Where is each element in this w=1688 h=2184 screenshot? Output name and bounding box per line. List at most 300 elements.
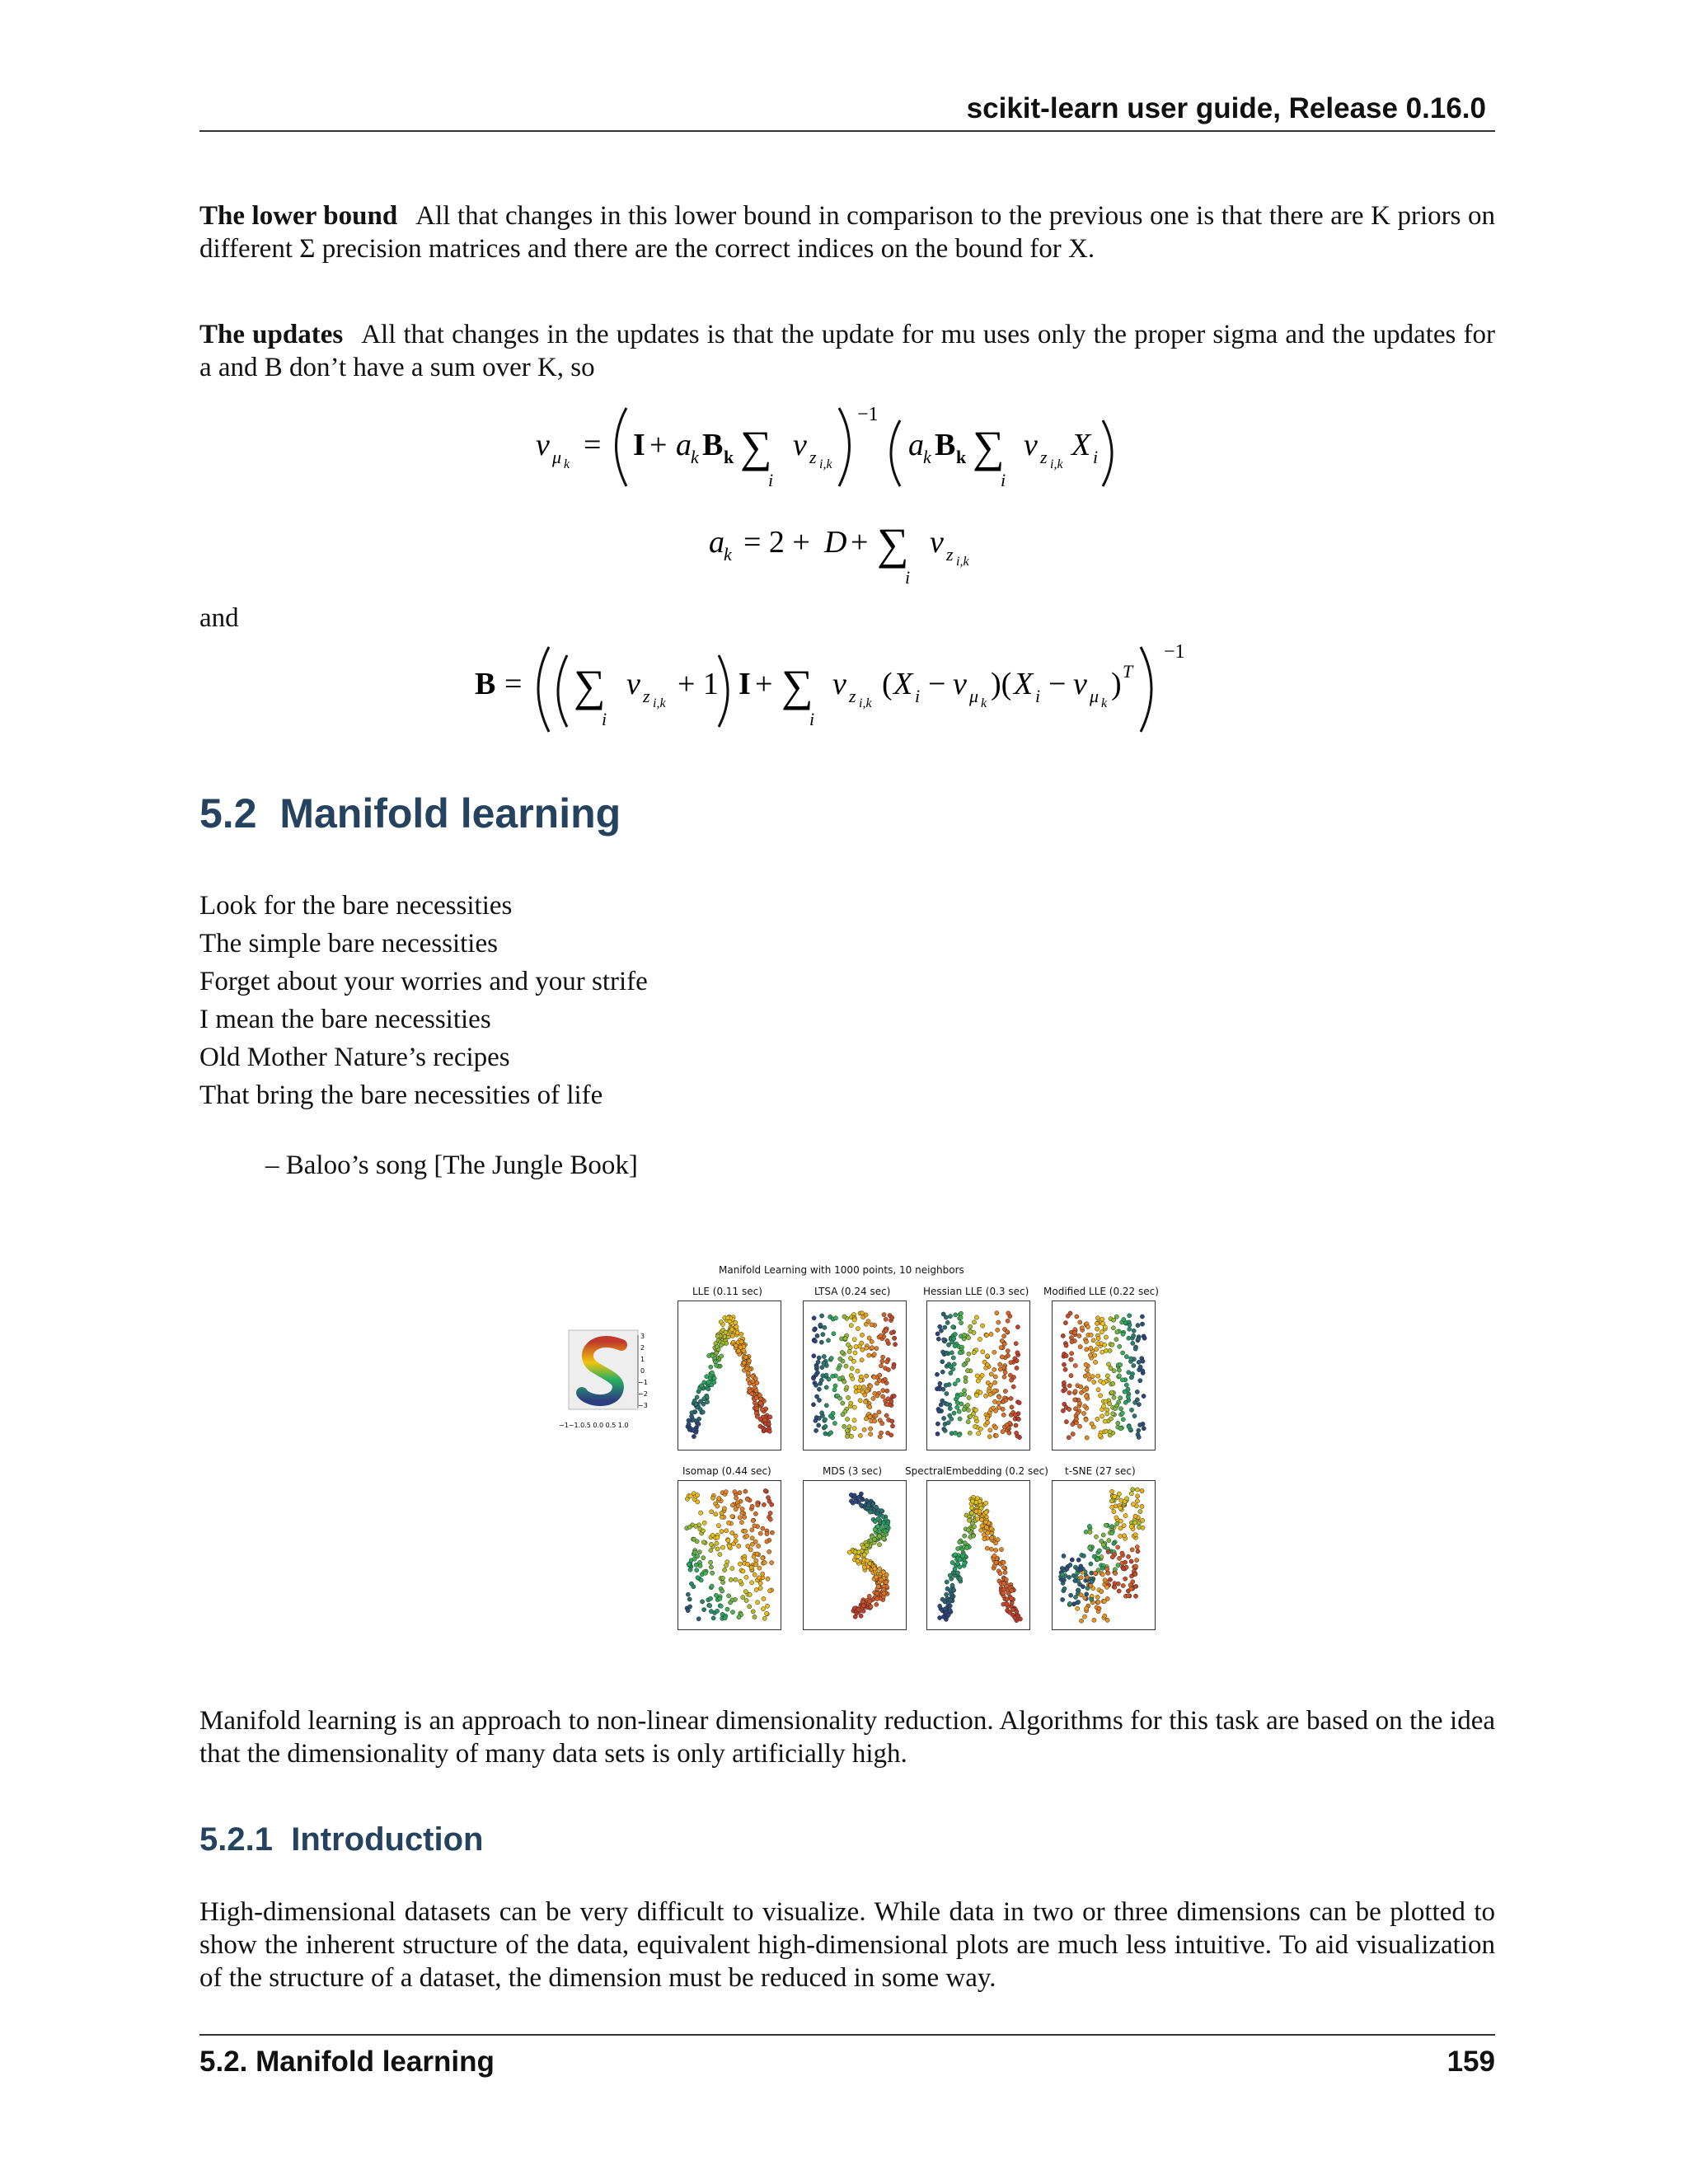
scatter-point	[816, 1360, 820, 1364]
scatter-point	[1095, 1558, 1099, 1562]
scatter-point	[726, 1539, 730, 1543]
scatter-point	[753, 1376, 757, 1380]
scatter-point	[811, 1376, 815, 1380]
z-tick: −2	[638, 1390, 648, 1398]
scatter-point	[962, 1333, 966, 1337]
scatter-point	[692, 1497, 696, 1502]
scatter-point	[753, 1511, 757, 1516]
scatter-point	[707, 1353, 711, 1357]
scatter-point	[882, 1330, 886, 1334]
scatter-point	[1132, 1329, 1136, 1333]
scatter-point	[1010, 1598, 1014, 1602]
scatter-point	[889, 1318, 893, 1322]
scatter-point	[996, 1557, 1000, 1561]
scatter-point	[953, 1344, 957, 1348]
scatter-point	[861, 1548, 865, 1552]
scatter-point	[868, 1541, 872, 1545]
scatter-point	[689, 1428, 693, 1432]
scatter-point	[712, 1356, 716, 1360]
scatter-point	[944, 1383, 948, 1387]
scatter-point	[874, 1578, 879, 1582]
scatter-point	[1084, 1418, 1088, 1422]
scatter-point	[1086, 1604, 1090, 1608]
scatter-point	[751, 1518, 755, 1522]
scatter-point	[870, 1561, 874, 1565]
scatter-point	[709, 1373, 713, 1377]
scatter-point	[989, 1547, 993, 1551]
svg-text:k: k	[956, 447, 967, 467]
scatter-point	[888, 1314, 892, 1318]
scatter-point	[739, 1613, 743, 1617]
scatter-point	[705, 1385, 709, 1390]
scatter-point	[982, 1518, 987, 1522]
scatter-point	[755, 1413, 759, 1417]
scatter-point	[1101, 1599, 1105, 1603]
scatter-point	[734, 1343, 738, 1347]
scatter-point	[1095, 1333, 1100, 1338]
scatter-point	[862, 1558, 866, 1562]
scatter-point	[692, 1550, 696, 1554]
scatter-point	[692, 1537, 696, 1541]
scatter-point	[884, 1526, 889, 1530]
scatter-point	[884, 1380, 889, 1385]
scatter-point	[985, 1546, 989, 1550]
scatter-point	[1085, 1436, 1089, 1440]
scatter-point	[947, 1362, 951, 1366]
scatter-point	[1062, 1554, 1066, 1558]
scatter-point	[715, 1547, 720, 1551]
scatter-point	[715, 1609, 720, 1613]
scatter-point	[832, 1332, 836, 1336]
scatter-point	[745, 1366, 749, 1371]
scatter-point	[1006, 1588, 1010, 1592]
scatter-point	[980, 1373, 984, 1377]
scatter-point	[1131, 1526, 1135, 1530]
scatter-point	[695, 1568, 699, 1572]
scatter-point	[701, 1402, 706, 1406]
scatter-point	[985, 1518, 989, 1522]
svg-text:ν: ν	[536, 428, 550, 462]
scatter-point	[754, 1408, 758, 1413]
scatter-point	[1015, 1366, 1019, 1370]
scatter-point	[828, 1315, 832, 1319]
scatter-point	[854, 1499, 858, 1503]
scatter-point	[765, 1604, 769, 1608]
scatter-point	[949, 1336, 953, 1340]
scatter-point	[1006, 1604, 1010, 1608]
scatter-point	[1060, 1566, 1064, 1570]
scatter-point	[880, 1359, 884, 1363]
scatter-point	[868, 1510, 872, 1514]
scatter-point	[940, 1360, 945, 1364]
scatter-point	[948, 1608, 952, 1612]
scatter-point	[959, 1579, 963, 1583]
scatter-point	[969, 1511, 973, 1515]
scatter-point	[869, 1499, 873, 1503]
scatter-point	[870, 1502, 874, 1506]
scatter-point	[814, 1383, 818, 1387]
scatter-point	[1105, 1596, 1109, 1601]
scatter-point	[992, 1554, 996, 1558]
scatter-point	[1000, 1355, 1004, 1359]
scatter-point	[743, 1355, 748, 1359]
scatter-point	[978, 1337, 982, 1341]
scatter-point	[885, 1526, 889, 1530]
scatter-point	[854, 1390, 858, 1394]
scatter-point	[854, 1606, 858, 1610]
scatter-point	[1141, 1422, 1145, 1426]
scatter-point	[767, 1538, 771, 1542]
scatter-point	[1090, 1594, 1094, 1598]
scatter-point	[764, 1422, 768, 1426]
scatter-point	[1099, 1431, 1103, 1435]
scatter-point	[957, 1433, 961, 1437]
scatter-point	[1094, 1572, 1098, 1576]
scatter-point	[863, 1568, 867, 1572]
scatter-point	[856, 1369, 860, 1373]
svg-text:i,k: i,k	[653, 696, 666, 710]
scatter-point	[1001, 1560, 1005, 1564]
scatter-point	[761, 1426, 765, 1430]
scatter-point	[731, 1315, 735, 1319]
scatter-point	[1089, 1346, 1093, 1350]
scatter-point	[1063, 1342, 1067, 1346]
scatter-point	[762, 1416, 767, 1420]
svg-text:k: k	[724, 447, 734, 467]
scatter-point	[738, 1491, 742, 1495]
scatter-point	[1088, 1545, 1092, 1549]
scatter-point	[1010, 1608, 1015, 1612]
scatter-point	[821, 1374, 825, 1378]
scatter-point	[972, 1320, 976, 1324]
scatter-point	[879, 1364, 883, 1368]
scatter-point	[694, 1494, 698, 1498]
lower-bound-paragraph	[199, 199, 1495, 265]
scatter-point	[844, 1387, 848, 1391]
scatter-point	[1100, 1330, 1104, 1334]
scatter-point	[754, 1563, 758, 1567]
scatter-point	[1100, 1566, 1104, 1570]
scatter-point	[1001, 1366, 1006, 1370]
scatter-point	[984, 1394, 988, 1398]
scatter-point	[873, 1591, 877, 1595]
scatter-point	[882, 1576, 886, 1580]
scatter-point	[940, 1399, 945, 1403]
scatter-point	[730, 1333, 734, 1338]
scatter-point	[1096, 1550, 1100, 1554]
scatter-point	[1067, 1390, 1071, 1394]
scatter-point	[1001, 1566, 1006, 1570]
scatter-point	[884, 1529, 888, 1533]
scatter-point	[739, 1349, 743, 1353]
scatter-point	[951, 1571, 955, 1575]
scatter-point	[1124, 1565, 1128, 1569]
scatter-point	[890, 1424, 894, 1428]
scatter-point	[995, 1389, 999, 1393]
scatter-point	[938, 1387, 942, 1391]
scatter-point	[883, 1377, 887, 1381]
scatter-point	[1141, 1369, 1145, 1373]
scatter-point	[886, 1520, 890, 1524]
scatter-point	[757, 1401, 762, 1405]
scatter-point	[1002, 1425, 1006, 1429]
scatter-point	[879, 1521, 883, 1525]
scatter-point	[1137, 1435, 1141, 1439]
scatter-point	[878, 1534, 882, 1538]
scatter-point	[884, 1530, 889, 1534]
scatter-point	[962, 1363, 966, 1367]
scatter-point	[1069, 1374, 1073, 1378]
scatter-point	[968, 1431, 972, 1435]
scatter-point	[1140, 1504, 1144, 1508]
svg-text:X: X	[1071, 428, 1091, 462]
scatter-point	[694, 1419, 698, 1423]
scatter-point	[959, 1321, 964, 1325]
scatter-point	[1123, 1499, 1127, 1503]
scatter-point	[868, 1561, 872, 1565]
scatter-point	[1093, 1571, 1097, 1575]
scatter-point	[851, 1609, 856, 1613]
svg-text:a: a	[908, 428, 924, 462]
scatter-point	[958, 1577, 962, 1581]
scatter-point	[869, 1427, 873, 1431]
svg-text:∑: ∑	[781, 661, 814, 710]
scatter-point	[960, 1547, 964, 1551]
scatter-point	[1003, 1580, 1007, 1584]
scatter-point	[762, 1415, 767, 1419]
scatter-point	[1073, 1333, 1077, 1337]
scatter-point	[715, 1345, 719, 1349]
scatter-point	[753, 1386, 757, 1390]
scatter-point	[868, 1559, 872, 1563]
scatter-point	[762, 1560, 767, 1564]
scatter-point	[743, 1529, 748, 1533]
scatter-point	[691, 1427, 695, 1432]
scatter-point	[1141, 1371, 1145, 1375]
scatter-point	[753, 1615, 757, 1619]
scatter-point	[731, 1340, 735, 1344]
scatter-point	[946, 1343, 950, 1347]
scatter-point	[1122, 1524, 1126, 1528]
scatter-point	[874, 1347, 879, 1351]
scatter-point	[1090, 1596, 1094, 1600]
scatter-point	[867, 1504, 871, 1508]
scatter-point	[1074, 1575, 1078, 1579]
scatter-point	[1129, 1574, 1133, 1578]
scatter-point	[876, 1594, 880, 1598]
scatter-point	[757, 1553, 761, 1557]
scatter-point	[875, 1511, 879, 1516]
svg-text:μ: μ	[552, 447, 562, 467]
scatter-point	[872, 1415, 876, 1419]
svg-text:i: i	[905, 567, 911, 588]
scatter-point	[1006, 1425, 1010, 1429]
scatter-point	[752, 1391, 756, 1395]
scatter-point	[870, 1541, 874, 1545]
scatter-point	[984, 1529, 988, 1533]
scatter-point	[870, 1535, 874, 1539]
scatter-point	[818, 1323, 823, 1327]
scatter-point	[996, 1538, 1000, 1542]
scatter-point	[1113, 1494, 1117, 1498]
scatter-point	[1116, 1421, 1120, 1425]
scatter-point	[879, 1520, 883, 1524]
scatter-point	[1067, 1575, 1071, 1579]
scatter-point	[823, 1418, 827, 1422]
z-tick: 2	[640, 1344, 645, 1352]
scatter-point	[871, 1564, 875, 1568]
scatter-point	[938, 1615, 942, 1619]
scatter-point	[845, 1434, 849, 1438]
scatter-point	[968, 1414, 973, 1418]
scatter-point	[1087, 1377, 1091, 1381]
scatter-point	[882, 1587, 886, 1591]
scatter-point	[1125, 1497, 1129, 1501]
scatter-point	[1117, 1400, 1121, 1404]
scatter-point	[885, 1528, 889, 1532]
scatter-point	[1104, 1429, 1109, 1433]
scatter-point	[1128, 1427, 1132, 1432]
scatter-point	[1115, 1518, 1119, 1522]
scatter-point	[873, 1538, 877, 1542]
scatter-point	[984, 1333, 988, 1337]
scatter-point	[952, 1588, 956, 1592]
scatter-point	[756, 1503, 760, 1507]
scatter-point	[1008, 1595, 1012, 1599]
scatter-point	[960, 1554, 964, 1558]
scatter-point	[724, 1490, 728, 1494]
scatter-point	[863, 1601, 867, 1605]
scatter-point	[1084, 1394, 1088, 1399]
scatter-point	[729, 1326, 734, 1330]
scatter-point	[947, 1382, 951, 1386]
scatter-point	[1121, 1567, 1125, 1571]
scatter-point	[710, 1353, 715, 1357]
scatter-point	[865, 1605, 869, 1610]
scatter-point	[982, 1537, 987, 1541]
scatter-point	[1116, 1364, 1120, 1368]
scatter-point	[718, 1340, 722, 1344]
scatter-point	[720, 1491, 724, 1495]
svg-text:)(: )(	[991, 667, 1012, 701]
scatter-point	[953, 1554, 957, 1558]
scatter-point	[887, 1403, 891, 1407]
scatter-point	[761, 1607, 765, 1611]
scatter-point	[871, 1353, 875, 1357]
scatter-point	[762, 1502, 766, 1507]
scatter-point	[1132, 1333, 1136, 1338]
scatter-point	[968, 1515, 972, 1519]
scatter-point	[943, 1325, 947, 1329]
scatter-point	[744, 1365, 748, 1369]
scatter-point	[1118, 1503, 1122, 1507]
scatter-point	[718, 1364, 722, 1368]
scatter-point	[1128, 1314, 1132, 1318]
scatter-point	[970, 1521, 974, 1526]
scatter-point	[950, 1351, 954, 1355]
scatter-point	[1092, 1618, 1096, 1622]
scatter-point	[694, 1428, 698, 1432]
scatter-point	[734, 1324, 738, 1329]
scatter-point	[884, 1402, 889, 1406]
scatter-point	[863, 1545, 867, 1549]
scatter-point	[849, 1315, 853, 1319]
scatter-point	[858, 1495, 862, 1499]
scatter-point	[986, 1531, 990, 1535]
scatter-point	[1073, 1363, 1077, 1367]
scatter-point	[1062, 1384, 1066, 1388]
scatter-point	[763, 1415, 767, 1419]
scatter-point	[935, 1332, 940, 1336]
scatter-point	[1003, 1356, 1007, 1360]
scatter-point	[884, 1580, 889, 1584]
scatter-point	[869, 1432, 873, 1436]
scatter-point	[1014, 1423, 1018, 1427]
scatter-point	[694, 1404, 698, 1408]
scatter-point	[997, 1579, 1001, 1583]
scatter-point	[1094, 1535, 1098, 1539]
scatter-point	[995, 1311, 999, 1315]
scatter-point	[1130, 1548, 1134, 1552]
scatter-point	[856, 1495, 860, 1499]
scatter-point	[862, 1427, 866, 1432]
scatter-point	[724, 1330, 728, 1334]
scatter-point	[955, 1405, 959, 1409]
scatter-point	[885, 1338, 889, 1343]
scatter-point	[734, 1507, 738, 1511]
scatter-point	[1011, 1376, 1015, 1380]
scatter-point	[730, 1503, 734, 1507]
scatter-point	[758, 1586, 762, 1590]
scatter-point	[1006, 1609, 1010, 1613]
scatter-point	[950, 1583, 954, 1587]
scatter-point	[851, 1359, 856, 1363]
scatter-point	[1001, 1407, 1005, 1411]
scatter-point	[879, 1578, 883, 1582]
scatter-point	[701, 1386, 706, 1390]
scatter-point	[1128, 1583, 1132, 1587]
scatter-point	[1084, 1362, 1088, 1366]
scatter-point	[962, 1389, 966, 1393]
scatter-point	[874, 1577, 878, 1581]
scatter-point	[864, 1417, 868, 1421]
scatter-point	[864, 1540, 868, 1544]
scatter-point	[1061, 1581, 1065, 1585]
scatter-point	[1105, 1412, 1109, 1416]
scatter-point	[984, 1413, 988, 1417]
scatter-point	[698, 1407, 702, 1411]
scatter-point	[706, 1381, 710, 1385]
scatter-point	[1067, 1602, 1071, 1606]
scatter-point	[1103, 1544, 1107, 1549]
scatter-point	[1090, 1578, 1095, 1582]
scatter-point	[972, 1533, 976, 1537]
scatter-point	[1002, 1396, 1006, 1400]
scatter-point	[950, 1599, 954, 1603]
scatter-point	[738, 1338, 743, 1342]
scatter-point	[734, 1346, 738, 1350]
scatter-point	[695, 1540, 699, 1544]
scatter-point	[690, 1418, 694, 1422]
scatter-point	[976, 1379, 980, 1383]
scatter-point	[1073, 1565, 1077, 1569]
scatter-point	[701, 1600, 705, 1604]
scatter-point	[1129, 1357, 1133, 1361]
scatter-point	[714, 1502, 718, 1506]
scatter-point	[1141, 1526, 1145, 1530]
scatter-point	[873, 1564, 877, 1568]
scatter-point	[722, 1334, 726, 1338]
